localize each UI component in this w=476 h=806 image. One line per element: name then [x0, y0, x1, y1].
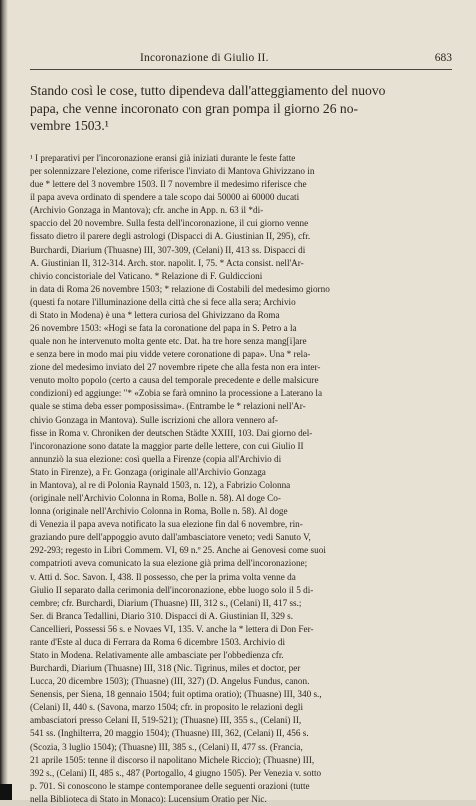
footnote-line: 26 novembre 1503: «Hogi se fata la coronatione del papa in S. Petro a la: [30, 323, 297, 334]
footnote-line: per solennizzare l'elezione, come riferisce l'inviato di Mantova Ghivizzano in: [30, 166, 315, 177]
footnote-line: v. Atti d. Soc. Savon. I, 438. Il possesso, che per la prima volta venne da: [30, 571, 296, 582]
main-text-line: vembre 1503.¹: [30, 118, 109, 133]
footnote-line: spaccio del 20 novembre. Sulla festa dell'incoronazione, il cui giorno venne: [30, 218, 309, 229]
footnote-line: fisse in Roma v. Chroniken der deutschen Städte XXIII, 103. Dai giorno del-: [30, 427, 313, 438]
footnote-line: graziando pure dell'appoggio avuto dall'ambasciatore veneto; vedi Sanuto V,: [30, 532, 311, 543]
footnote-line: Burchardi, Diarium (Thuasne) III, 318 (Nic. Tigrinus, miles et doctor, per: [30, 663, 301, 674]
footnote-line: quale se stima deba esser pomposissima». (Entrambe le * relazioni nell'Ar-: [30, 401, 306, 412]
footnote-line: condizioni) ed aggiunge: "* «Zobia se farà omnino la processione a Laterano la: [30, 388, 323, 399]
page-number: 683: [434, 52, 452, 64]
main-text-line: Stando così le cose, tutto dipendeva dall'atteggiamento del nuovo: [30, 83, 386, 98]
footnote-line: di Venezia il papa aveva notificato la sua elezione fin dal 6 novembre, rin-: [30, 519, 303, 530]
main-text: [30, 82, 452, 135]
footnote-line: in data di Roma 26 novembre 1503; * relazione di Costabili del medesimo giorno: [30, 283, 330, 294]
footnote-line: in Mantova), al re di Polonia Raynald 1503, n. 12), a Fabrizio Colonna: [30, 479, 291, 490]
footnote-line: 392 s., (Celani) II, 485 s., 487 (Portogallo, 4 giugno 1505). Per Venezia v. sotto: [30, 767, 322, 778]
footnote-line: il papa aveva ordinato di spendere a tale scopo dai 50000 ai 60000 ducati: [30, 192, 300, 203]
footnote-line: Giulio II separato dalla cerimonia dell'incoronazione, ebbe luogo solo il 5 di-: [30, 584, 314, 595]
footnote-line: 292-293; regesto in Libri Commem. VI, 69 n.º 25. Anche ai Genovesi come suoi: [30, 545, 326, 556]
footnote-line: l'incoronazione sono datate la maggior parte delle lettere, con cui Giulio II: [30, 440, 304, 451]
page-header: [30, 52, 452, 68]
footnote-line: ¹ I preparativi per l'incoronazione eransi già iniziati durante le feste fatte: [30, 153, 296, 163]
footnote-line: chivio concistoriale del Vaticano. * Relazione di F. Guldiccioni: [30, 270, 263, 281]
footnote-line: rante d'Este al duca di Ferrara da Roma 6 dicembre 1503. Archivio di: [30, 636, 285, 647]
footnote-line: cembre; cfr. Burchardi, Diarium (Thuasne) III, 312 s., (Celani) II, 417 ss.;: [30, 597, 302, 608]
footnote-line: Stato in Modena. Relativamente alle ambasciate per l'obbedienza cfr.: [30, 649, 284, 660]
footnote-line: fissato dietro il parere degli astrologi (Dispacci di A. Giustinian II, 295), cfr.: [30, 231, 311, 242]
footnote-line: chivio Gonzaga in Mantova). Sulle iscrizioni che allora vennero af-: [30, 414, 278, 425]
footnote-line: 541 ss. (Inghilterra, 20 maggio 1504); (Thuasne) III, 362, (Celani) II, 456 s.: [30, 728, 309, 739]
footnote-line: quale non he intervenuto molta gente etc. Dat. ha tre hore senza mang[i]are: [30, 336, 307, 347]
footnote-line: ambasciatori presso Celani II, 519-521); (Thuasne) III, 355 s., (Celani) II,: [30, 715, 302, 726]
footnote-line: lonna (originale nell'Archivio Colonna in Roma, Bolle n. 58). Al doge: [30, 506, 288, 517]
footnote-line: Cancellieri, Possessi 56 s. e Novaes VI, 135. V. anche la * lettera di Don Fer-: [30, 623, 314, 634]
footnote-line: Ser. di Branca Tedallini, Diario 310. Dispacci di A. Giustinian II, 329 s.: [30, 610, 294, 621]
footnote-line: Stato in Firenze), a Fr. Gonzaga (originale all'Archivio Gonzaga: [30, 466, 266, 477]
scan-corner: [0, 784, 12, 800]
binding-shadow: [0, 0, 8, 800]
footnote-line: (Scozia, 3 luglio 1504); (Thuasne) III, 385 s., (Celani) II, 477 ss. (Francia,: [30, 741, 303, 752]
footnote-line: compatrioti aveva comunicato la sua elezione già prima dell'incoronazione;: [30, 558, 308, 569]
footnote-line: annunziò la sua elezione: così quella a Firenze (copia all'Archivio di: [30, 453, 282, 464]
header-rule: [30, 69, 452, 70]
footnote-line: Burchardi, Diarium (Thuasne) III, 307-309, (Celani) II, 413 ss. Dispacci di: [30, 244, 306, 255]
footnote-line: A. Giustinian II, 312-314. Arch. stor. napolit. I, 75. * Acta consist. nell'Ar-: [30, 257, 304, 268]
footnote-line: Senensis, per Siena, 18 gennaio 1504; fuit optima oratio); (Thuasne) III, 340 s.,: [30, 689, 322, 700]
main-text-line: papa, che venne incoronato con gran pompa il giorno 26 no-: [30, 100, 359, 116]
footnote-line: venuto molto popolo (certo a causa del temporale precedente e delle malsicure: [30, 375, 319, 386]
footnote: [30, 152, 452, 806]
footnote-line: e senza bere in modo mai piu vidde vetere coronatione di papa». Una * rela-: [30, 349, 311, 360]
footnote-line: zione del medesimo inviato del 27 novembre ripete che alla festa non era inter-: [30, 362, 321, 373]
footnote-line: di Stato in Modena) è una * lettera curiosa del Ghivizzano da Roma: [30, 309, 280, 320]
footnote-line: due * lettere del 3 novembre 1503. Il 7 novembre il medesimo riferisce che: [30, 179, 307, 190]
running-title: Incoronazione di Giulio II.: [140, 52, 269, 64]
footnote-line: (Celani) II, 440 s. (Savona, marzo 1504; cfr. in proposito le relazioni degli: [30, 702, 303, 713]
footnote-line: Lucca, 20 dicembre 1503); (Thuasne) (III, 327) (D. Angelus Fundus, canon.: [30, 676, 310, 687]
footnote-line: (originale nell'Archivio Colonna in Roma, Bolle n. 58). Al doge Co-: [30, 493, 281, 504]
footnote-line: (questi fa notare l'illuminazione della città che si fece alla sera; Archivio: [30, 296, 296, 307]
footnote-line: nella Biblioteca di Stato in Monaco): Lucensium Oratio per Nic.: [30, 793, 267, 804]
footnote-line: p. 701. Si conoscono le stampe contemporanee delle seguenti orazioni (tutte: [30, 780, 310, 791]
footnote-line: 21 aprile 1505: tenne il discorso il napolitano Michele Riccio); (Thuasne) III,: [30, 754, 315, 765]
footnote-line: (Archivio Gonzaga in Mantova); cfr. anche in App. n. 63 il *di-: [30, 205, 264, 216]
